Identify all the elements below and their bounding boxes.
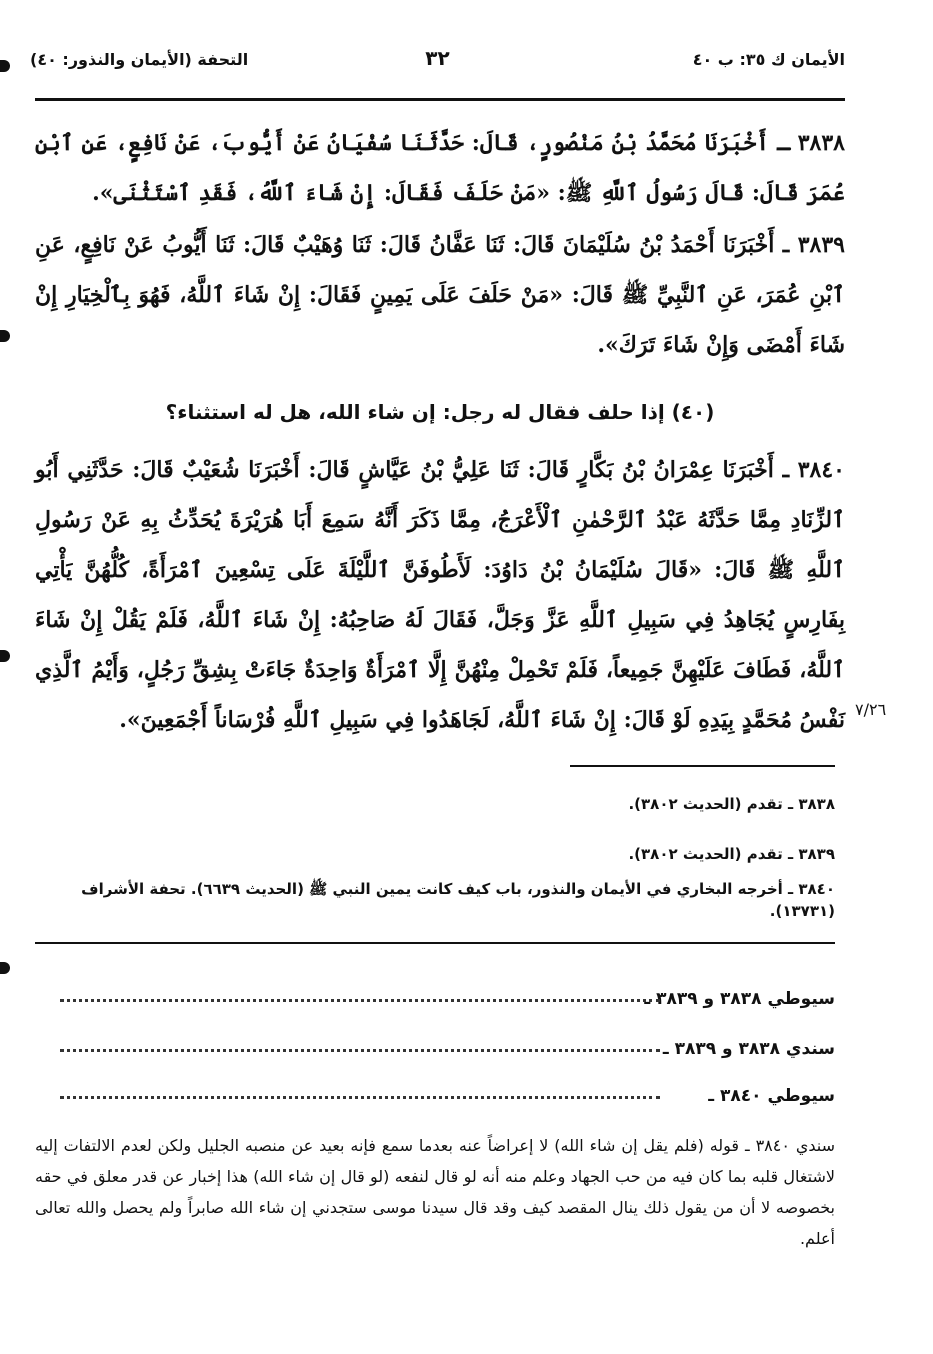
page-number: ٣٢	[425, 46, 450, 70]
dotted-fill	[60, 999, 660, 1002]
hadith-text: ٣٨٣٩ ـ أَخْبَرَنَا أَحْمَدُ بْنُ سُلَيْمَانَ قَالَ: ثَنَا عَفَّانُ قَالَ: ثَنَا وُهَيْبٌ قَالَ: ثَنَا أَيُّوبُ عَنْ نَافِعٍ، عَنِ ٱبْنِ عُمَرَ، عَنِ ٱلنَّبِيِّ ﷺ قَالَ: «مَنْ حَلَفَ عَلَى يَمِينٍ فَقَالَ: إِنْ شَاءَ ٱللَّهُ، فَهُوَ بِٱلْخِيَارِ إِنْ شَاءَ أَمْضَى وَإِنْ شَاءَ تَرَكَ».	[35, 232, 845, 358]
margin-reference: ٧/٢٦	[855, 700, 887, 719]
commentary-label: سندي ٣٨٣٨ و ٣٨٣٩ ـ	[662, 1039, 835, 1059]
hadith-text: ٣٨٤٠ ـ أَخْبَرَنَا عِمْرَانُ بْنُ بَكَّارٍ قَالَ: ثَنَا عَلِيُّ بْنُ عَيَّاشٍ قَالَ: أَخْبَرَنَا شُعَيْبٌ قَالَ: حَدَّثَنِي أَبُو ٱلزِّنَادِ مِمَّا حَدَّثَهُ عَبْدُ ٱلرَّحْمٰنِ ٱلْأَعْرَجُ، مِمَّا ذَكَرَ أَنَّهُ سَمِعَ أَبَا هُرَيْرَةَ يُحَدِّثُ بِهِ عَنْ رَسُولِ ٱللَّهِ ﷺ قَالَ: «قَالَ سُلَيْمَانُ بْنُ دَاوُدَ: لَأَطُوفَنَّ ٱللَّيْلَةَ عَلَى تِسْعِينَ ٱمْرَأَةً، كُلُّهُنَّ يَأْتِي بِفَارِسٍ يُجَاهِدُ فِي سَبِيلِ ٱللَّهِ عَزَّ وَجَلَّ، فَقَالَ لَهُ صَاحِبُهُ: إِنْ شَاءَ ٱللَّهُ، فَلَمْ يَقُلْ إِنْ شَاءَ ٱللَّهُ، فَطَافَ عَلَيْهِنَّ جَمِيعاً، فَلَمْ تَحْمِلْ مِنْهُنَّ إِلَّا ٱمْرَأَةٌ وَاحِدَةٌ جَاءَتْ بِشِقِّ رَجُلٍ، وَأَيْمُ ٱلَّذِي نَفْسُ مُحَمَّدٍ بِيَدِهِ لَوْ قَالَ: إِنْ شَاءَ ٱللَّهُ، لَجَاهَدُوا فِي سَبِيلِ ٱللَّهِ فُرْسَاناً أَجْمَعِينَ».	[35, 457, 845, 733]
commentary-label: سيوطي ٣٨٤٠ ـ	[708, 1086, 835, 1106]
hadith-text: ٣٨٣٨ ـ أَخْبَرَنَا مُحَمَّدُ بْنُ مَنْصُورٍ، قَالَ: حَدَّثَنَا سُفْيَانُ عَنْ أَيُّوبَ، عَنْ نَافِعٍ، عَنِ ٱبْنِ عُمَرَ قَالَ: قَالَ رَسُولُ ٱللَّهِ ﷺ: «مَنْ حَلَفَ فَقَالَ: إِنْ شَاءَ ٱللَّهُ، فَقَدِ ٱسْتَثْنَى».	[35, 130, 845, 206]
commentary-line	[40, 1082, 835, 1112]
header-chapter-ref: الأيمان ك ٣٥: ب ٤٠	[692, 50, 845, 69]
hadith-3840	[35, 445, 845, 745]
footnote: ٣٨٤٠ ـ أخرجه البخاري في الأيمان والنذور، باب كيف كانت يمين النبي ﷺ (الحديث ٦٦٣٩). تحفة الأشراف (١٣٧٣١).	[81, 880, 835, 920]
footnote: ٣٨٣٩ ـ تقدم (الحديث ٣٨٠٢).	[628, 845, 835, 863]
margin-bullet-icon	[0, 650, 10, 662]
margin-bullet-icon	[0, 330, 10, 342]
header-rule	[35, 98, 845, 101]
page-header	[30, 40, 845, 76]
dotted-fill	[60, 1096, 660, 1099]
chapter-title: (٤٠) إذا حلف فقال له رجل: إن شاء الله، هل له استثناء؟	[165, 400, 715, 424]
dotted-fill	[60, 1049, 660, 1052]
commentary-line	[40, 1035, 835, 1065]
sindi-commentary: سندي ٣٨٤٠ ـ قوله (فلم يقل إن شاء الله) لا إعراضاً عنه بعدما سمع فإنه بعيد عن منصبه الجليل ولكن لعدم الالتفات إليه لاشتغال قلبه بما كان فيه من حب الجهاد وعلم منه أنه لو قال لنفعه (لو قال إن شاء الله) هذا إخبار عن قدر معلق في حقه بخصوصه لا أن من يقول ذلك ينال المقصد كيف وقد قال سيدنا موسى ستجدني إن شاء الله صابراً ولم يحصل والله تعالى أعلم.	[35, 1136, 835, 1248]
commentary-rule	[35, 942, 835, 944]
footnote-separator	[570, 765, 835, 767]
hadith-3838	[35, 118, 845, 218]
commentary-label: سيوطي ٣٨٣٨ و ٣٨٣٩ ـ	[644, 989, 835, 1009]
hadith-3839	[35, 220, 845, 370]
margin-bullet-icon	[0, 962, 10, 974]
commentary-line	[40, 985, 835, 1015]
header-tuhfa-ref: التحفة (الأيمان والنذور: ٤٠)	[30, 50, 249, 69]
footnote: ٣٨٣٨ ـ تقدم (الحديث ٣٨٠٢).	[628, 795, 835, 813]
margin-bullet-icon	[0, 60, 10, 72]
